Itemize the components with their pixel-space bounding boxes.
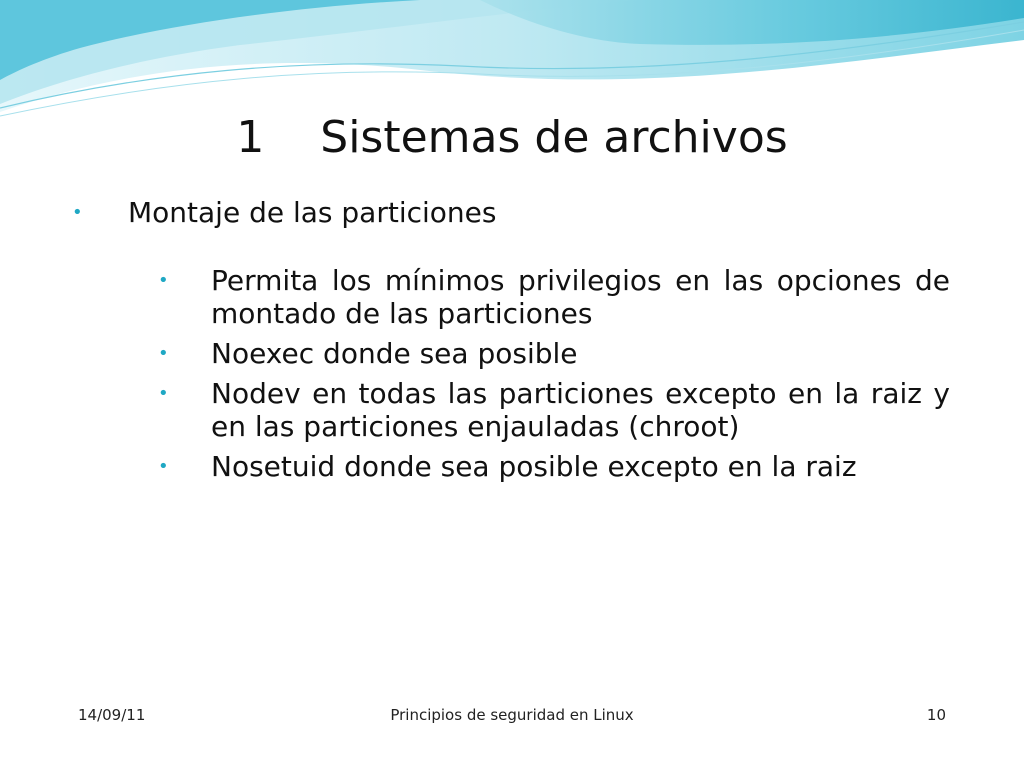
header-wave-decoration <box>0 0 1024 120</box>
list-item-text: Nosetuid donde sea posible excepto en la raiz <box>211 450 857 483</box>
slide-body <box>70 192 950 490</box>
bullet-icon: • <box>158 383 169 404</box>
list-item-text: Noexec donde sea posible <box>211 337 578 370</box>
bullet-icon: • <box>72 202 83 223</box>
sub-bullet-list <box>70 264 950 483</box>
bullet-icon: • <box>158 456 169 477</box>
list-item <box>70 337 950 370</box>
slide-number: 10 <box>926 706 946 724</box>
main-bullet <box>70 192 950 234</box>
slide-title: 1 Sistemas de archivos <box>236 112 788 163</box>
footer-title: Principios de seguridad en Linux <box>390 706 634 724</box>
list-item <box>70 450 950 483</box>
main-bullet-text: Montaje de las particiones <box>128 196 497 229</box>
list-item <box>70 377 950 443</box>
list-item-text: Permita los mínimos privilegios en las opciones de montado de las particiones <box>211 264 950 330</box>
bullet-icon: • <box>158 270 169 291</box>
bullet-icon: • <box>158 343 169 364</box>
list-item-text: Nodev en todas las particiones excepto en la raiz y en las particiones enjauladas (chroot) <box>211 377 950 443</box>
list-item <box>70 264 950 330</box>
footer-date: 14/09/11 <box>78 706 146 724</box>
